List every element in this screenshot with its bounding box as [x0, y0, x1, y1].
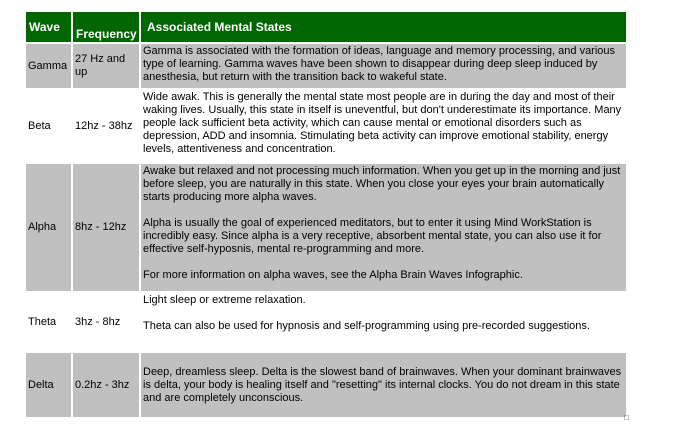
wave-name: Alpha [26, 162, 73, 291]
frequency-range: 12hz - 38hz [73, 88, 141, 162]
mental-state-description [141, 88, 626, 162]
description-paragraph: Gamma is associated with the formation of ideas, language and memory processing, and various type of learning. Gamma waves have been shown to disappear during deep sleep induced by anesthesia, but return with the transition back to wakeful state. [143, 45, 616, 83]
states-column-header: Associated Mental States [141, 12, 626, 42]
wave-name: Delta [26, 351, 73, 417]
table-corner-marker: □ [624, 413, 629, 422]
frequency-range: 8hz - 12hz [73, 162, 141, 291]
wave-column-header: Wave [26, 12, 73, 42]
frequency-range: 3hz - 8hz [73, 291, 141, 351]
table-row-delta [26, 351, 626, 417]
mental-state-description [141, 42, 626, 88]
table-row-gamma [26, 42, 626, 88]
description-paragraph: Light sleep or extreme relaxation. [143, 294, 306, 306]
header-row [26, 12, 626, 42]
frequency-range: 27 Hz and up [73, 42, 141, 88]
description-paragraph: Theta can also be used for hypnosis and self-programming using pre-recorded suggestions. [143, 320, 590, 332]
mental-state-description [141, 291, 626, 351]
mental-state-description [141, 351, 626, 417]
mental-state-description [141, 162, 626, 291]
description-paragraph: Alpha is usually the goal of experienced meditators, but to enter it using Mind WorkStation is incredibly easy. Since alpha is a very receptive, absorbent mental state, you can also use it for effective self-hyposnis, mental re-programming and more. [143, 217, 602, 255]
table-row-beta [26, 88, 626, 162]
wave-name: Theta [26, 291, 73, 351]
frequency-column-header: Frequency [73, 12, 141, 42]
description-paragraph: Deep, dreamless sleep. Delta is the slowest band of brainwaves. When your dominant brainwaves is delta, your body is healing itself and "resetting" its internal clocks. You do not dream in this state and are completely unconscious. [143, 365, 622, 404]
description-paragraph: For more information on alpha waves, see the Alpha Brain Waves Infographic. [143, 269, 523, 281]
table-row-alpha [26, 162, 626, 291]
wave-name: Gamma [26, 42, 73, 88]
description-paragraph: Wide awak. This is generally the mental state most people are in during the day and most of their waking lives. Usually, this state in itself is uneventful, but don't underestimate its importance. Many people lack sufficient beta activity, which can cause mental or emotional disorders such as depression, ADD and insomnia. Stimulating beta activity can improve emotional stability, energy levels, attentiveness and concentration. [143, 91, 622, 155]
description-paragraph: Awake but relaxed and not processing much information. When you get up in the morning and just before sleep, you are naturally in this state. When you close your eyes your brain automatically starts producing more alpha waves. [143, 165, 621, 203]
wave-name: Beta [26, 88, 73, 162]
table-row-theta [26, 291, 626, 351]
brainwave-table [26, 12, 626, 417]
frequency-range: 0.2hz - 3hz [73, 351, 141, 417]
